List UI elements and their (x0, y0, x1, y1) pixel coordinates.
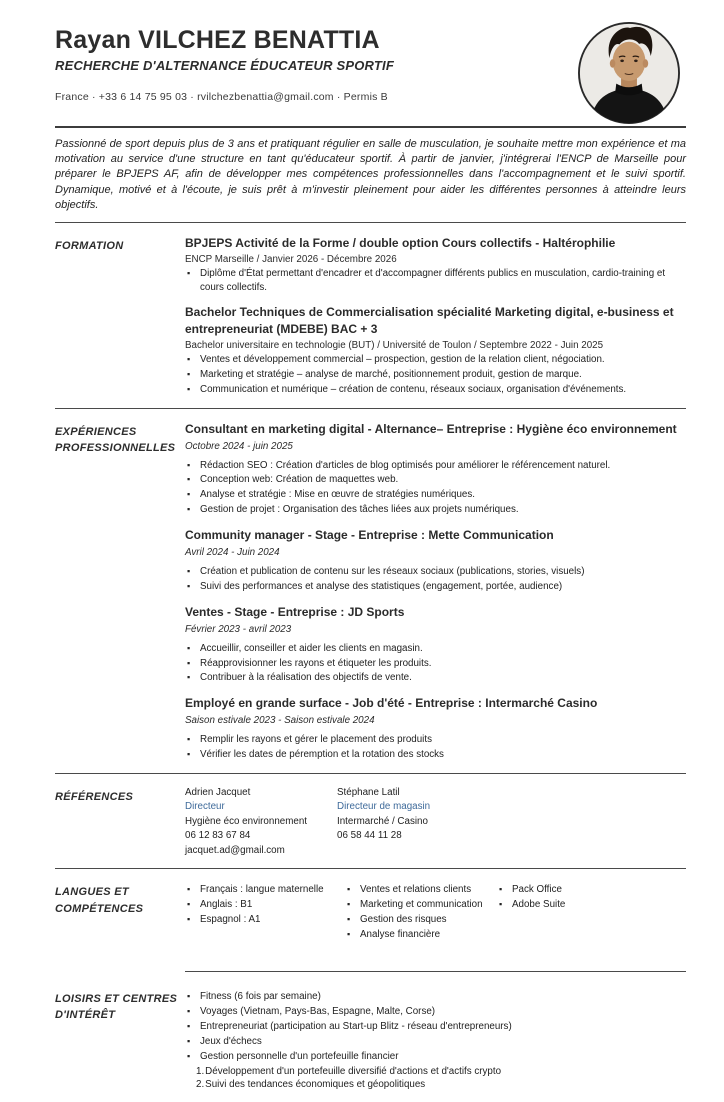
bullet-item: ▪ Analyse financière (345, 928, 497, 942)
bullet-item: ▪ Gestion de projet : Organisation des tâches liées aux projets numériques. (185, 503, 686, 517)
languages-column (185, 883, 345, 943)
header-divider (55, 126, 686, 128)
degree-title: Bachelor Techniques de Commercialisation spécialité Marketing digital, e-business et entrepreneuriat (MDEBE) BAC + 3 (185, 305, 674, 337)
job-title: Consultant en marketing digital - Alternance– Entreprise : Hygiène éco environnement (185, 421, 677, 436)
reference-company: Hygiène éco environnement (185, 815, 307, 827)
section-hobbies (55, 972, 686, 1102)
bullet-item: ▪ Gestion des risques (345, 913, 497, 927)
numbered-item (196, 1065, 686, 1079)
bullet-item: ▪ Marketing et communication (345, 898, 497, 912)
bullet-item: ▪ Diplôme d'État permettant d'encadrer et d'accompagner différents publics en musculation, cardio-training et cours collectifs. (185, 267, 686, 295)
job-title: Ventes - Stage - Entreprise : JD Sports (185, 604, 405, 619)
bullet-item: ▪ Jeux d'échecs (185, 1035, 686, 1049)
section-experience (55, 409, 686, 773)
candidate-headline: RECHERCHE D'ALTERNANCE ÉDUCATEUR SPORTIF (55, 58, 394, 73)
section-heading-hobbies: LOISIRS ET CENTRES D'INTÉRÊT (55, 992, 178, 1022)
formation-entry (185, 304, 686, 396)
reference-card (185, 786, 337, 858)
numbered-item (196, 1078, 686, 1092)
job-title: Community manager - Stage - Entreprise : Mette Communication (185, 528, 554, 543)
bullet-item: ▪ Vérifier les dates de péremption et la rotation des stocks (185, 748, 686, 762)
reference-phone: 06 12 83 67 84 (185, 830, 251, 842)
experience-entry (185, 421, 686, 517)
section-heading-formation: FORMATION (55, 239, 124, 252)
header-text (55, 26, 394, 103)
bullet-item: ▪ Pack Office (497, 883, 565, 897)
job-title: Employé en grande surface - Job d'été - Entreprise : Intermarché Casino (185, 696, 598, 711)
bullet-item: ▪ Contribuer à la réalisation des objectifs de vente. (185, 671, 686, 685)
skills-body (185, 881, 686, 961)
bullet-item: ▪ Entrepreneuriat (participation au Start-up Blitz - réseau d'entrepreneurs) (185, 1020, 686, 1034)
degree-meta: Bachelor universitaire en technologie (BUT) / Université de Toulon / Septembre 2022 - Juin 2025 (185, 340, 604, 352)
experience-entry (185, 527, 686, 594)
hobbies-list (185, 990, 686, 1064)
bullet-item: ▪ Espagnol : A1 (185, 913, 345, 927)
job-bullets (185, 565, 686, 594)
degree-meta: ENCP Marseille / Janvier 2026 - Décembre 2026 (185, 253, 397, 265)
summary-paragraph: Passionné de sport depuis plus de 3 ans et pratiquant régulier en salle de musculation, je souhaite mettre mon expérience et ma motivation au service d'une structure en tant qu'éducateur sportif. À partir de janvier, j'intégrerai l'ENCP de Marseille pour préparer le BPJEPS AF, afin de développer mes compétences professionnelles dans l'accompagnement et le suivi sportif. Dynamique, motivé et à l'écoute, je suis prêt à m'investir pleinement pour aider les différentes personnes à atteindre leurs objectifs. (55, 138, 686, 211)
bullet-item: ▪ Gestion personnelle d'un portefeuille financier (185, 1050, 686, 1064)
header (55, 26, 686, 126)
item-text: Suivi des tendances économiques et géopolitiques (205, 1079, 426, 1091)
job-date: Saison estivale 2023 - Saison estivale 2024 (185, 715, 375, 727)
hobbies-numbered-list (185, 1065, 686, 1093)
bullet-item: ▪ Analyse et stratégie : Mise en œuvre de stratégies numériques. (185, 488, 686, 502)
item-text: Développement d'un portefeuille diversifié d'actions et d'actifs crypto (205, 1065, 502, 1077)
bullet-item: ▪ Adobe Suite (497, 898, 565, 912)
degree-bullets (185, 267, 686, 295)
section-heading-references: RÉFÉRENCES (55, 790, 134, 803)
experience-entry (185, 604, 686, 686)
skills-column (345, 883, 497, 943)
bullet-item: ▪ Français : langue maternelle (185, 883, 345, 897)
item-number: 1. (196, 1065, 205, 1077)
section-formation (55, 223, 686, 408)
bullet-item: ▪ Suivi des performances et analyse des statistiques (engagement, portée, audience) (185, 580, 686, 594)
section-heading-experience: EXPÉRIENCES PROFESSIONNELLES (55, 425, 176, 455)
bullet-item: ▪ Rédaction SEO : Création d'articles de blog optimisés pour améliorer le référencement naturel. (185, 459, 686, 473)
section-skills (55, 869, 686, 971)
bullet-item: ▪ Ventes et relations clients (345, 883, 497, 897)
bullet-item: ▪ Conception web: Création de maquettes web. (185, 473, 686, 487)
reference-card (337, 786, 489, 858)
section-references (55, 774, 686, 868)
item-number: 2. (196, 1079, 205, 1091)
bullet-item: ▪ Communication et numérique – création de contenu, réseaux sociaux, organisation d'événements. (185, 383, 686, 397)
job-bullets (185, 642, 686, 686)
candidate-name: Rayan VILCHEZ BENATTIA (55, 26, 380, 54)
contact-line: France · +33 6 14 75 95 03 · rvilchezbenattia@gmail.com · Permis B (55, 91, 388, 103)
bullet-item: ▪ Anglais : B1 (185, 898, 345, 912)
bullet-item: ▪ Remplir les rayons et gérer le placement des produits (185, 733, 686, 747)
reference-role: Directeur (185, 801, 225, 813)
bullet-item: ▪ Voyages (Vietnam, Pays-Bas, Espagne, Malte, Corse) (185, 1005, 686, 1019)
reference-name: Stéphane Latil (337, 786, 400, 798)
degree-title: BPJEPS Activité de la Forme / double option Cours collectifs - Haltérophilie (185, 235, 616, 250)
degree-bullets (185, 353, 686, 397)
bullet-item: ▪ Marketing et stratégie – analyse de marché, positionnement produit, gestion de marque. (185, 368, 686, 382)
tools-column (497, 883, 565, 943)
formation-entry (185, 235, 686, 295)
section-heading-skills: LANGUES ET COMPÉTENCES (55, 886, 144, 915)
experience-entry (185, 695, 686, 762)
experience-body (185, 421, 686, 763)
formation-body (185, 235, 686, 398)
reference-email: jacquet.ad@gmail.com (185, 844, 285, 856)
profile-photo (576, 20, 682, 126)
bullet-item: ▪ Réapprovisionner les rayons et étiqueter les produits. (185, 657, 686, 671)
bullet-item: ▪ Accueillir, conseiller et aider les clients en magasin. (185, 642, 686, 656)
hobbies-body (185, 988, 686, 1092)
bullet-item: ▪ Création et publication de contenu sur les réseaux sociaux (publications, stories, visuels) (185, 565, 686, 579)
reference-phone: 06 58 44 11 28 (337, 830, 402, 842)
reference-company: Intermarché / Casino (337, 815, 428, 827)
job-bullets (185, 459, 686, 518)
job-date: Février 2023 - avril 2023 (185, 623, 292, 635)
job-bullets (185, 733, 686, 762)
bullet-item: ▪ Fitness (6 fois par semaine) (185, 990, 686, 1004)
reference-role: Directeur de magasin (337, 801, 431, 813)
job-date: Avril 2024 - Juin 2024 (185, 547, 280, 558)
bullet-item: ▪ Ventes et développement commercial – prospection, gestion de la relation client, négociation. (185, 353, 686, 367)
reference-name: Adrien Jacquet (185, 786, 251, 798)
references-body (185, 786, 686, 858)
job-date: Octobre 2024 - juin 2025 (185, 440, 293, 452)
